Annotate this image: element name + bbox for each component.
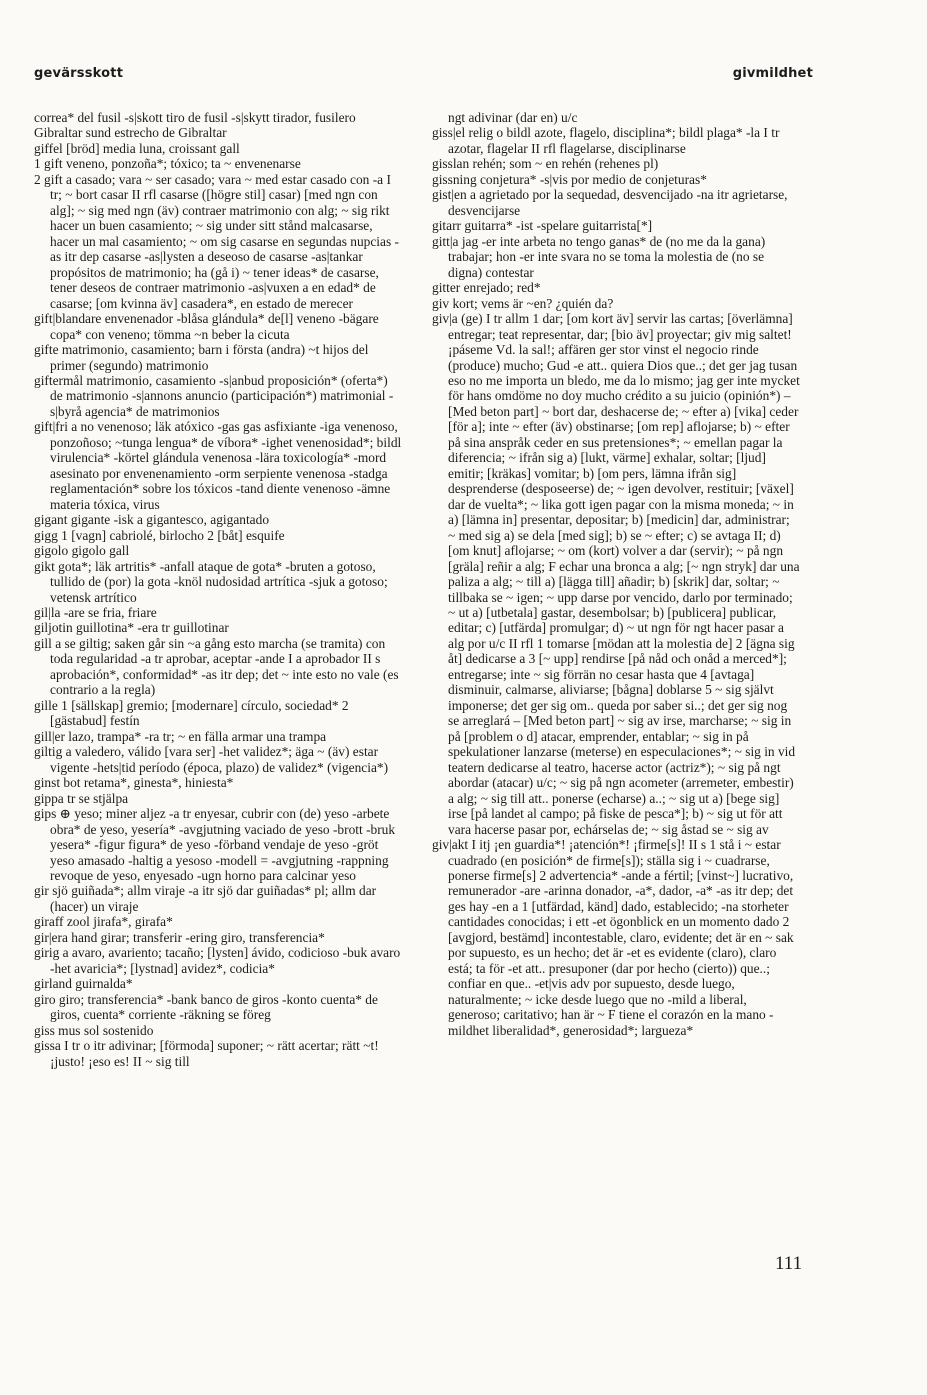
- dictionary-entry: gissa I tr o itr adivinar; [förmoda] suponer; ~ rätt acertar; rätt ~t! ¡justo! ¡eso es! II ~ sig till: [34, 1038, 379, 1069]
- dictionary-entry: giss mus sol sostenido: [34, 1022, 154, 1038]
- dictionary-entry: giltig a valedero, válido [vara ser] -het validez*; äga ~ (äv) estar vigente -hets|tid período (época, plazo) de validez* (vigencia*): [34, 744, 389, 775]
- dictionary-entry: 1 gift veneno, ponzoña*; tóxico; ta ~ envenenarse: [34, 156, 301, 172]
- dictionary-entry: gissning conjetura* -s|vis por medio de conjeturas*: [432, 171, 707, 187]
- dictionary-entry: giraff zool jirafa*, girafa*: [34, 914, 173, 930]
- dictionary-entry: gitter enrejado; red*: [432, 280, 541, 296]
- dictionary-entry: girig a avaro, avariento; tacaño; [lysten] ávido, codicioso -buk avaro -het avaricia*; [lystnad] avidez*, codicia*: [34, 945, 401, 976]
- dictionary-entry: gigant gigante -isk a gigantesco, agigantado: [34, 512, 270, 528]
- dictionary-entry: gips ⊕ yeso; miner aljez -a tr enyesar, cubrir con (de) yeso -arbete obra* de yeso, yesería* -avgjutning vaciado de yeso -brott -bruk yesera* -figur figura* de yeso -förband vendaje de yeso -gröt yeso amasado -haltig a yesoso -modell = -avgjutning -rappning revoque de yeso, enyesado -ugn horno para calcinar yeso: [34, 806, 396, 883]
- dictionary-entry: gift|fri a no venenoso; läk atóxico -gas gas asfixiante -iga venenoso, ponzoñoso; ~tunga lengua* de víbora* -ighet venenosidad*; bildl virulencia* -körtel glándula venenosa -lära toxicología* -mord asesinato por envenenamiento -orm serpiente venenosa -stadga reglamentación* sobre los tóxicos -tand diente venenoso -ämne materia tóxica, virus: [34, 419, 402, 512]
- dictionary-entry: gil|la -are se fria, friare: [34, 605, 157, 620]
- dictionary-entry: correa* del fusil -s|skott tiro de fusil -s|skytt tirador, fusilero: [34, 110, 356, 125]
- dictionary-entry: gippa tr se stjälpa: [34, 790, 129, 806]
- dictionary-entry: giljotin guillotina* -era tr guillotinar: [34, 620, 229, 636]
- dictionary-entry: girland guirnalda*: [34, 976, 133, 992]
- dictionary-entry: gille 1 [sällskap] gremio; [modernare] círculo, sociedad* 2 [gästabud] festín: [34, 697, 349, 729]
- dictionary-entry: gifte matrimonio, casamiento; barn i första (andra) ~t hijos del primer (segundo) matrimonio: [34, 342, 369, 373]
- left-guide-word: gevärsskott: [34, 66, 124, 81]
- right-guide-word: givmildhet: [732, 66, 813, 81]
- dictionary-entry: gir|era hand girar; transferir -ering giro, transferencia*: [34, 929, 325, 945]
- dictionary-entry: giv|akt I itj ¡en guardia*! ¡atención*! ¡firme[s]! II s 1 stå i ~ estar cuadrado (en posición* de firme[s]); ställa sig i ~ cuadrarse, ponerse firme[s] 2 advertencia* -ande a fértil; [vinst~] lucrativo, remunerador -are -arinna donador, -a*, dador, -a* -as itr dep; det ges hay -en a 1 [utfärdad, känd] dado, establecido; -na storheter cantidades conocidas; i ett -et ögonblick en un momento dado 2 [avgjord, bestämd] incontestable, claro, evidente; det är en ~ sak por supuesto, es un hecho; det är -et es evidente (claro), claro está; ta för -et att.. presuponer (dar por hecho (cierto)) que..; confiar en que.. -et|vis adv por supuesto, desde luego, naturalmente; ~ icke desde luego que no -mild a liberal, generoso; caritativo; han är ~ F tiene el corazón en la mano -mildhet liberalidad*, generosidad*; largueza*: [432, 837, 794, 1038]
- page-number: 111: [775, 1253, 803, 1274]
- dictionary-entry: 2 gift a casado; vara ~ ser casado; vara ~ med estar casado con -a I tr; ~ bort casar II rfl casarse ([högre stil] casar) [med ngn con alg]; ~ sig med ngn (äv) contraer matrimonio con alg; ~ sig rikt hacer un buen casamiento; ~ sig under sitt stånd malcasarse, hacer un mal casamiento; ~ om sig casarse en segundas nupcias -as itr dep casarse -as|lysten a deseoso de casarse -as|tankar propósitos de matrimonio; ha (gå i) ~ tener ideas* de casarse, tener deseos de contraer matrimonio -as|vuxen a en edad* de casarse; [om kvinna äv] casadera*, en estado de merecer: [34, 171, 399, 311]
- dictionary-entry: ginst bot retama*, ginesta*, hiniesta*: [34, 775, 234, 791]
- dictionary-entry: ngt adivinar (dar en) u/c: [448, 110, 578, 125]
- dictionary-entry: gitt|a jag -er inte arbeta no tengo ganas* de (no me da la gana) trabajar; hon -er inte svara no se toma la molestia de (no se digna) contestar: [432, 233, 766, 280]
- dictionary-entry: giro giro; transferencia* -bank banco de giros -konto cuenta* de giros, cuenta* corriente -räkning se föreg: [34, 991, 378, 1023]
- dictionary-entry: Gibraltar sund estrecho de Gibraltar: [34, 125, 227, 141]
- dictionary-entry: gisslan rehén; som ~ en rehén (rehenes pl): [432, 156, 659, 172]
- dictionary-entry: gist|en a agrietado por la sequedad, desvencijado -na itr agrietarse, desvencijarse: [432, 187, 788, 218]
- dictionary-entry: gigg 1 [vagn] cabriolé, birlocho 2 [båt] esquife: [34, 527, 285, 543]
- dictionary-entry: giss|el relig o bildl azote, flagelo, disciplina*; bildl plaga* -la I tr azotar, flagelar II rfl flagelarse, disciplinarse: [432, 125, 780, 156]
- dictionary-entry: giv kort; vems är ~en? ¿quién da?: [432, 295, 614, 311]
- dictionary-entry: giffel [bröd] media luna, croissant gall: [34, 140, 240, 156]
- dictionary-entry: giftermål matrimonio, casamiento -s|anbud proposición* (oferta*) de matrimonio -s|annons anuncio (participación*) matrimonial -s|byrå agencia* de matrimonios: [34, 372, 394, 419]
- dictionary-entry: gill a se giltig; saken går sin ~a gång esto marcha (se tramita) con toda regularidad -a tr aprobar, aceptar -ande I a aprobador II s aprobación*, conformidad* -as itr dep; det ~ inte esto no vale (es contrario a la regla): [34, 635, 399, 698]
- dictionary-entry: gikt gota*; läk artritis* -anfall ataque de gota* -bruten a gotoso, tullido de (por) la gota -knöl nudosidad artrítica -sjuk a gotoso; vetensk artrítico: [34, 558, 388, 605]
- dictionary-entry: gigolo gigolo gall: [34, 543, 130, 559]
- left-column: [34, 110, 402, 1069]
- right-column: [432, 110, 800, 1038]
- dictionary-entry: gitarr guitarra* -ist -spelare guitarrista[*]: [432, 218, 653, 234]
- dictionary-entry: gir sjö guiñada*; allm viraje -a itr sjö dar guiñadas* pl; allm dar (hacer) un viraje: [34, 883, 377, 914]
- dictionary-entry: gift|blandare envenenador -blåsa glándula* de[l] veneno -bägare copa* con veneno; tömma ~n beber la cicuta: [34, 311, 379, 342]
- dictionary-entry: giv|a (ge) I tr allm 1 dar; [om kort äv] servir las cartas; [överlämna] entregar; teat representar, dar; [bio äv] proyectar; giv mig saltet! ¡páseme Vd. la sal!; affären ger stor vinst el negocio rinde (produce) mucho; Gud -e att.. quiera Dios que..; det ger jag tusan eso no me importa un bledo, me da lo mismo; jag ger inte mycket för hans omdöme no doy mucho crédito a su juicio (opinión*) – [Med beton part] ~ bort dar, deshacerse de; ~ efter a) [vika] ceder [för a]; inte ~ efter (äv) obstinarse; [om rep] aflojarse; b) ~ efter på sina anspråk ceder en sus pretensiones*; ~ emellan pagar la diferencia; ~ ifrån sig a) [lukt, värme] exhalar, soltar; [ljud] emitir; [kräkas] vomitar; b) [om pers, lämna ifrån sig] desprenderse (desposeerse) de; ~ igen devolver, restituir; [växel] dar de vuelta*; ~ lika gott igen pagar con la misma moneda; ~ in a) [lämna in] presentar, depositar; b) [medicin] dar, administrar; ~ med sig a) se dela [med sig]; b) se ~ efter; c) se avtaga II; d) [om knut] aflojarse; ~ om (kort) volver a dar (servir); ~ på ngn [gräla] reñir a alg; F echar una bronca a alg; [~ ngn stryk] dar una paliza a alg; ~ till a) [lägga till] añadir; b) [skrik] dar, soltar; ~ tillbaka se ~ igen; ~ upp darse por vencido, darlo por terminado; ~ ut a) [utbetala] gastar, desembolsar; b) [publicera] publicar, editar; c) [utfärda] promulgar; d) ~ ut ngn för ngt hacer pasar a alg por u/c II rfl 1 tomarse [mödan att la molestia de] 2 [ägna sig åt] dedicarse a 3 [~ upp] rendirse [på nåd och onåd a merced*]; entregarse; inte ~ sig förrän no cesar hasta que 4 [avtaga] disminuir, calmarse, aliviarse; [bågna] doblarse 5 ~ sig självt imponerse; det ger sig om.. queda por saber si..; det ger sig nog se arreglará – [Med beton part] ~ sig av irse, marcharse; ~ sig in på [problem o d] atacar, emprender, entablar; ~ sig in på spekulationer lanzarse (meterse) en especulaciones*; ~ sig in vid teatern dedicarse al teatro, hacerse actor (actriz*); ~ sig på ngt abordar (atacar) u/c; ~ sig på ngn acometer (arremeter, embestir) a alg; ~ sig till att.. ponerse (echarse) a..; ~ sig ut a) [bege sig] irse [på landet al campo; på fiske de pesca*]; b) ~ sig ut för att vara hacerse pasar por, echárselas de; ~ sig åstad se ~ sig av: [432, 311, 800, 837]
- dictionary-entry: gill|er lazo, trampa* -ra tr; ~ en fälla armar una trampa: [34, 728, 327, 744]
